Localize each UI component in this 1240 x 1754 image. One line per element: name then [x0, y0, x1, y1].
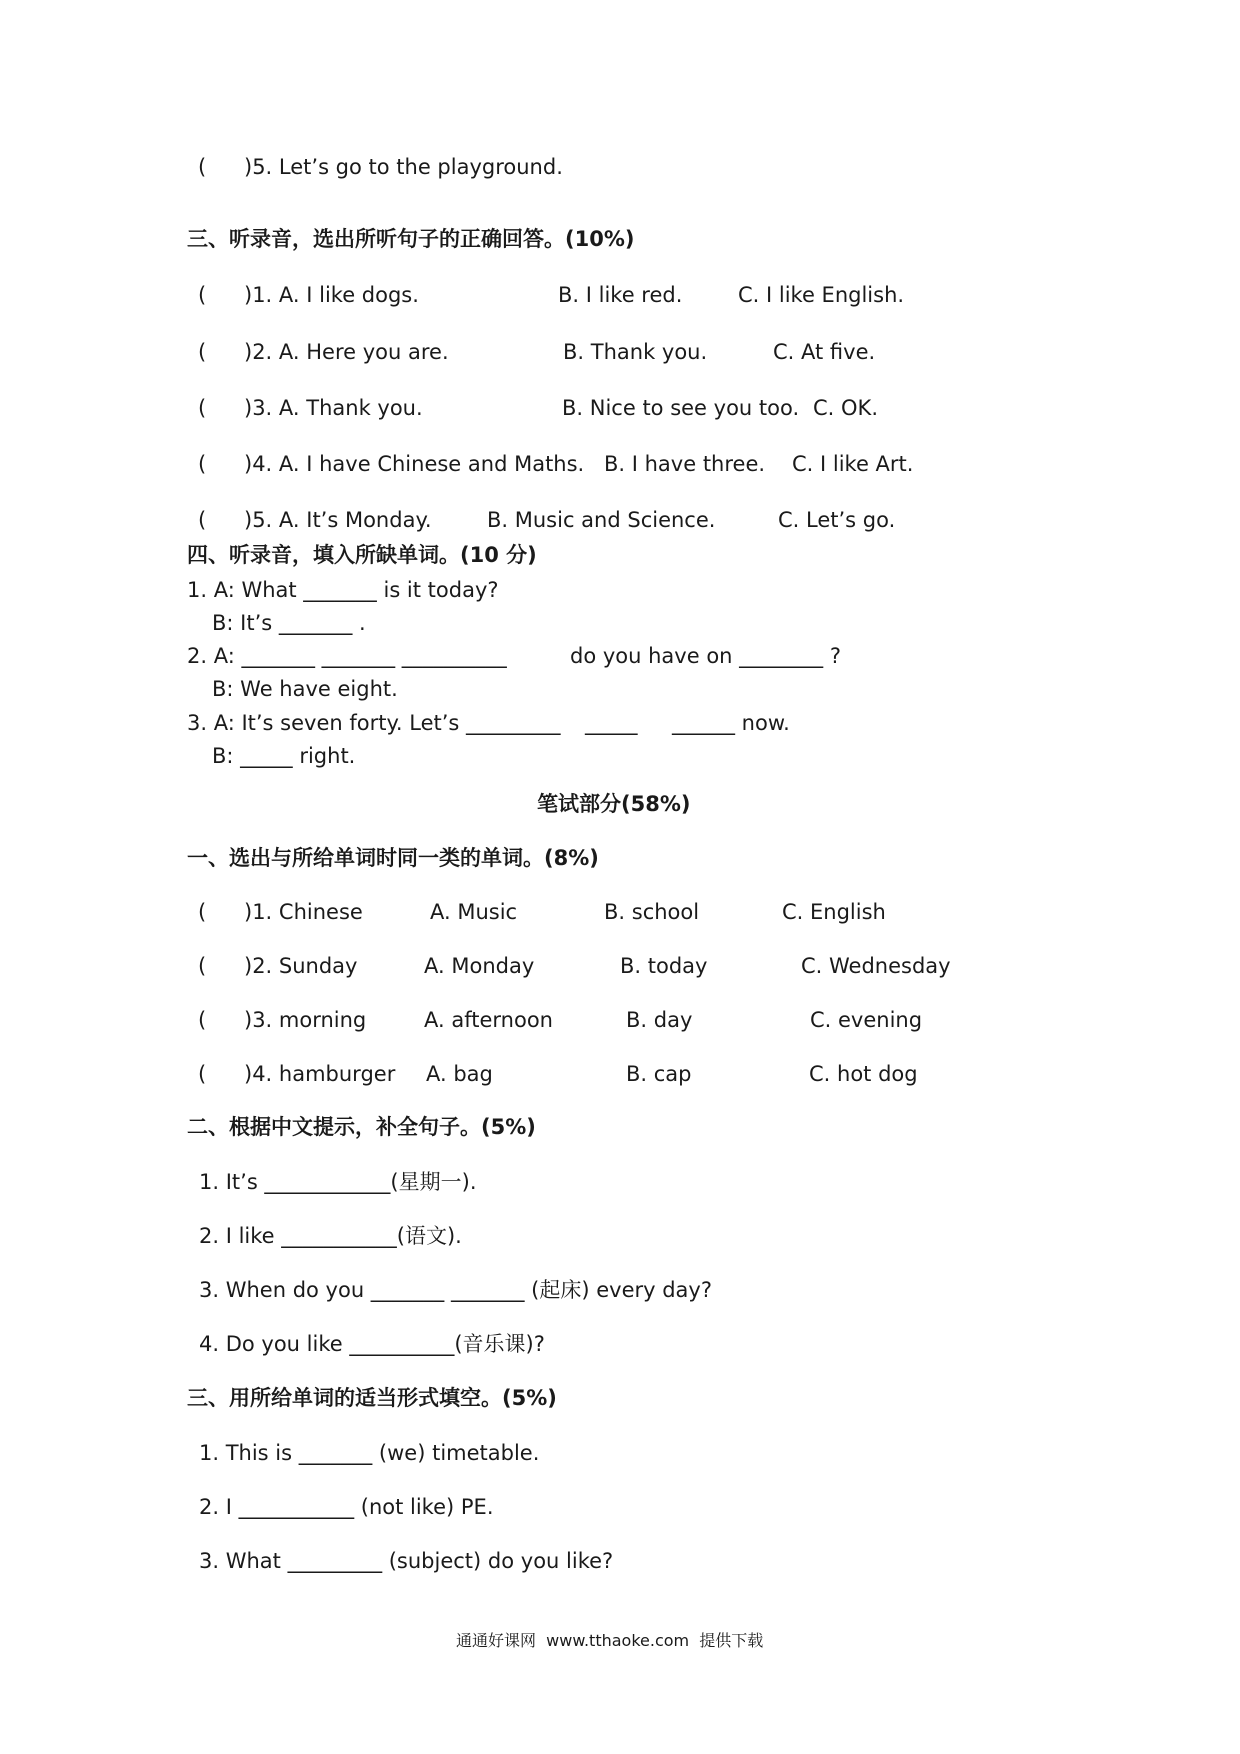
option-a: A. bag: [426, 1062, 493, 1086]
option-b: B. Music and Science.: [487, 508, 716, 532]
option-b: B. school: [604, 900, 700, 924]
option-c: C. Let’s go.: [778, 508, 896, 532]
option-b: B. I have three.: [604, 452, 766, 476]
option-c: C. At five.: [773, 340, 876, 364]
fill-line: _____: [585, 711, 638, 735]
option-b: B. today: [620, 954, 708, 978]
sentence-item: 1. It’s ____________(星期一).: [199, 1170, 477, 1194]
given-word: )4. hamburger: [244, 1062, 396, 1086]
section-heading: 一、选出与所给单词时同一类的单词。(8%): [187, 846, 599, 870]
section-heading: 四、听录音，填入所缺单词。(10 分): [187, 543, 537, 567]
answer-paren: (: [198, 1008, 207, 1032]
sentence-item: 1. This is _______ (we) timetable.: [199, 1441, 540, 1465]
sentence-item: 3. What _________ (subject) do you like?: [199, 1549, 614, 1573]
answer-paren: (: [198, 1062, 207, 1086]
option-b: B. I like red.: [558, 283, 683, 307]
option-b: B. cap: [626, 1062, 692, 1086]
option-b: B. Thank you.: [563, 340, 708, 364]
question-text: )5. Let’s go to the playground.: [244, 155, 563, 179]
fill-line: B: We have eight.: [212, 677, 398, 701]
answer-paren: (: [198, 452, 207, 476]
given-word: )1. Chinese: [244, 900, 363, 924]
option-c: C. Wednesday: [801, 954, 951, 978]
option-a: )2. A. Here you are.: [244, 340, 449, 364]
fill-line: 3. A: It’s seven forty. Let’s _________: [187, 711, 561, 735]
option-a: )1. A. I like dogs.: [244, 283, 419, 307]
section-heading: 二、根据中文提示，补全句子。(5%): [187, 1115, 536, 1139]
answer-paren: (: [198, 900, 207, 924]
fill-line: 1. A: What _______ is it today?: [187, 578, 499, 602]
option-b: B. day: [626, 1008, 693, 1032]
option-b: B. Nice to see you too.: [562, 396, 800, 420]
section-heading: 三、用所给单词的适当形式填空。(5%): [187, 1386, 557, 1410]
sentence-item: 3. When do you _______ _______ (起床) every day?: [199, 1278, 712, 1302]
sentence-item: 2. I like ___________(语文).: [199, 1224, 462, 1248]
sentence-item: 2. I ___________ (not like) PE.: [199, 1495, 494, 1519]
given-word: )2. Sunday: [244, 954, 358, 978]
option-a: A. Monday: [424, 954, 535, 978]
fill-line: 2. A: _______ _______ __________: [187, 644, 507, 668]
fill-line: B: _____ right.: [212, 744, 356, 768]
fill-line: B: It’s _______ .: [212, 611, 366, 635]
option-c: C. I like Art.: [792, 452, 914, 476]
part-title: 笔试部分(58%): [537, 792, 691, 816]
option-c: C. I like English.: [738, 283, 905, 307]
option-c: C. OK.: [813, 396, 878, 420]
answer-paren: (: [198, 508, 207, 532]
answer-paren: (: [198, 954, 207, 978]
option-c: C. evening: [810, 1008, 923, 1032]
answer-paren: (: [198, 283, 207, 307]
answer-paren: (: [198, 155, 207, 179]
fill-line: do you have on ________ ?: [570, 644, 841, 668]
answer-paren: (: [198, 396, 207, 420]
option-c: C. hot dog: [809, 1062, 918, 1086]
option-c: C. English: [782, 900, 886, 924]
given-word: )3. morning: [244, 1008, 367, 1032]
option-a: )4. A. I have Chinese and Maths.: [244, 452, 585, 476]
option-a: )5. A. It’s Monday.: [244, 508, 432, 532]
option-a: A. Music: [430, 900, 518, 924]
fill-line: ______ now.: [672, 711, 790, 735]
page-footer: 通通好课网 www.tthaoke.com 提供下载: [456, 1631, 764, 1650]
option-a: )3. A. Thank you.: [244, 396, 423, 420]
option-a: A. afternoon: [424, 1008, 553, 1032]
answer-paren: (: [198, 340, 207, 364]
section-heading: 三、听录音，选出所听句子的正确回答。(10%): [187, 227, 635, 251]
sentence-item: 4. Do you like __________(音乐课)?: [199, 1332, 545, 1356]
